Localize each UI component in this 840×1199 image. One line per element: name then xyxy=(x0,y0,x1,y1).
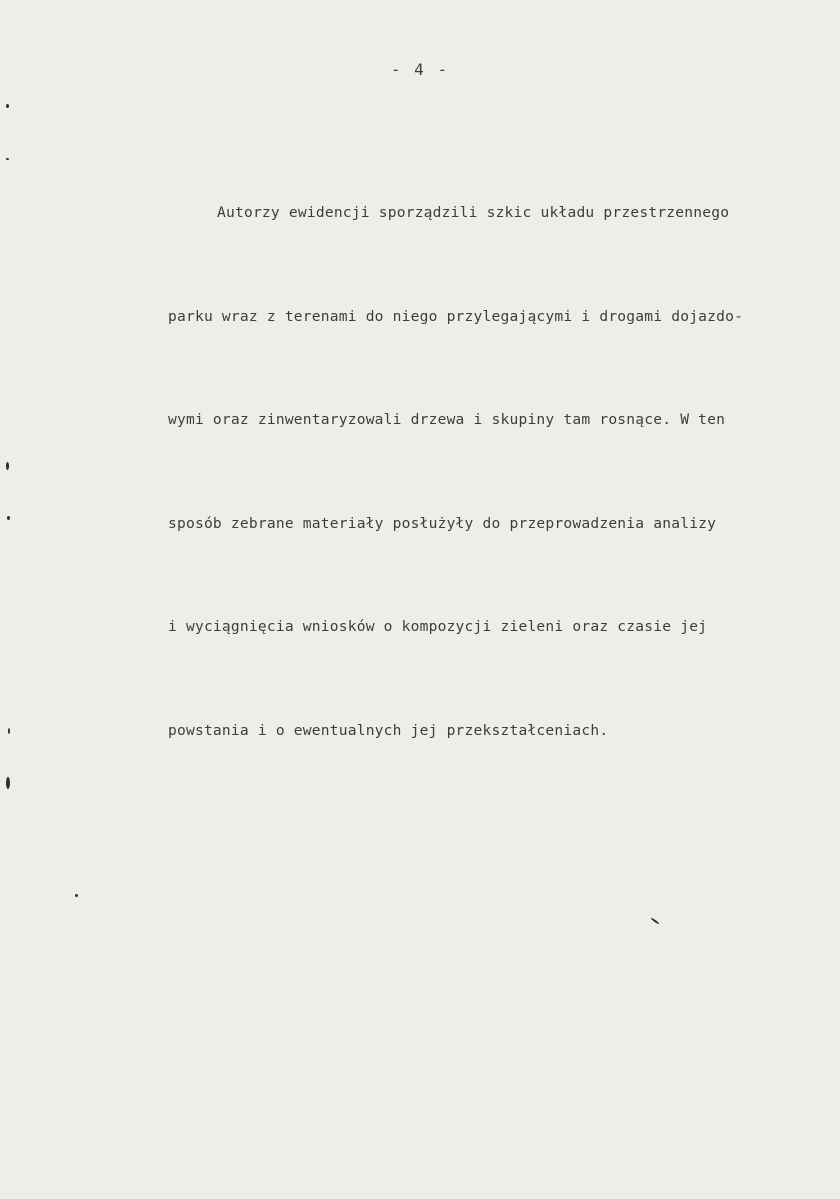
paragraph-line: wymi oraz zinwentaryzowali drzewa i skupiny tam rosnące. W ten xyxy=(168,411,726,428)
scan-speck xyxy=(6,158,9,160)
page-number: - 4 - xyxy=(390,60,450,79)
scan-speck xyxy=(7,516,10,520)
paragraph-line: Autorzy ewidencji sporządzili szkic układu przestrzennego xyxy=(217,204,730,221)
paragraph-line: sposób zebrane materiały posłużyły do przeprowadzenia analizy xyxy=(168,514,717,532)
scan-speck xyxy=(650,917,659,924)
body-paragraph xyxy=(168,127,828,817)
scan-speck xyxy=(75,894,78,897)
scan-speck xyxy=(6,777,10,789)
paragraph-line: powstania i o ewentualnych jej przekształceniach. xyxy=(168,721,609,739)
scan-speck xyxy=(6,462,9,470)
paragraph-line: i wyciągnięcia wniosków o kompozycji zieleni oraz czasie jej xyxy=(168,618,708,635)
scan-speck xyxy=(6,104,9,108)
scan-speck xyxy=(8,728,10,734)
paragraph-line: parku wraz z terenami do niego przylegającymi i drogami dojazdo- xyxy=(168,307,744,325)
